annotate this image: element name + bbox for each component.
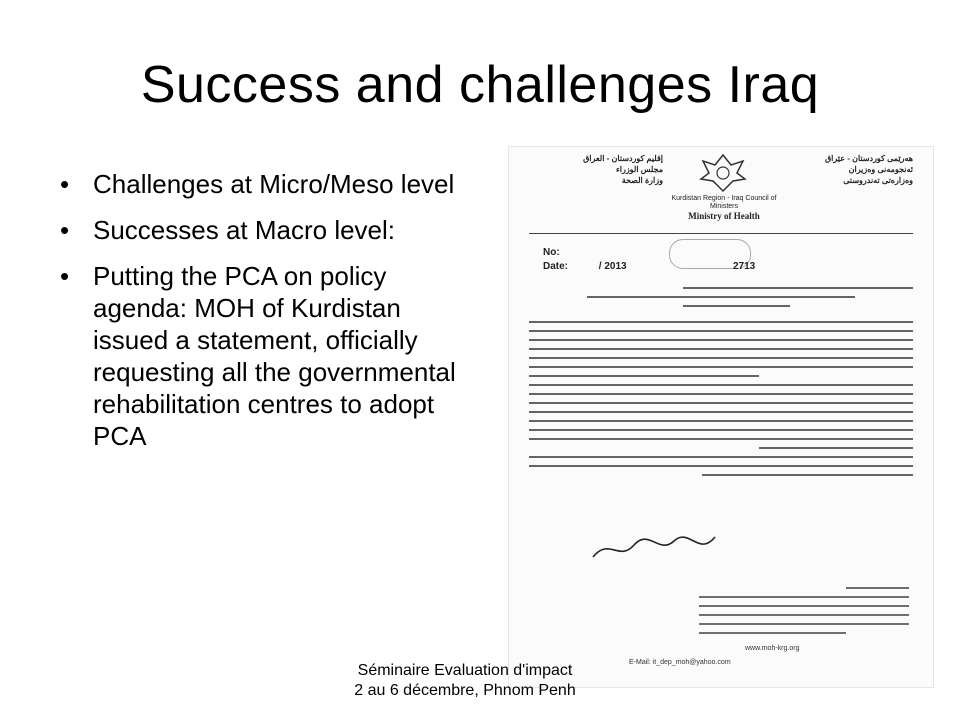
letter-body (529, 287, 913, 483)
footer-line-1: Séminaire Evaluation d'impact (357, 662, 573, 679)
ministry-letter-image (508, 146, 934, 688)
letter-divider (529, 233, 913, 234)
ministry-name: Kurdistan Region - Iraq Council of Ministers Ministry of Health (671, 195, 777, 221)
bullet-item (60, 168, 460, 200)
signature-icon (589, 527, 719, 567)
letter-header-arabic: إقليم كوردستان - العراق مجلس الوزراء وزارة الصحة (583, 154, 663, 185)
ministry-website: www.moh-krg.org (745, 645, 800, 652)
bullet-list (60, 168, 460, 466)
bullet-dot: • (60, 261, 70, 291)
bullet-item (60, 214, 460, 246)
letter-footer-text (699, 587, 909, 641)
bullet-dot: • (60, 169, 70, 199)
ministry-email: E-Mail: it_dep_moh@yahoo.com (629, 659, 731, 666)
bullet-dot: • (60, 215, 70, 245)
kurdistan-emblem-icon (695, 151, 751, 195)
slide-footer (300, 661, 630, 701)
letter-date: Date: / 2013 (543, 261, 627, 272)
bullet-item (60, 260, 460, 452)
bullet-text: Putting the PCA on policy agenda: MOH of Kurdistan issued a statement, officially requesting all the governmental rehabilitation centres to adopt PCA (93, 261, 456, 451)
bullet-text: Successes at Macro level: (93, 215, 396, 245)
letter-header-kurdish: هەرێمی کوردستان - عێراق ئەنجومەنی وەزیران وەزارەتی تەندروستی (824, 154, 913, 185)
bullet-text: Challenges at Micro/Meso level (93, 169, 455, 199)
slide-title: Success and challenges Iraq (140, 56, 820, 114)
letter-no-label: No: (543, 247, 560, 258)
letter-number: 2713 (733, 261, 756, 272)
footer-line-2: 2 au 6 décembre, Phnom Penh (354, 682, 576, 699)
